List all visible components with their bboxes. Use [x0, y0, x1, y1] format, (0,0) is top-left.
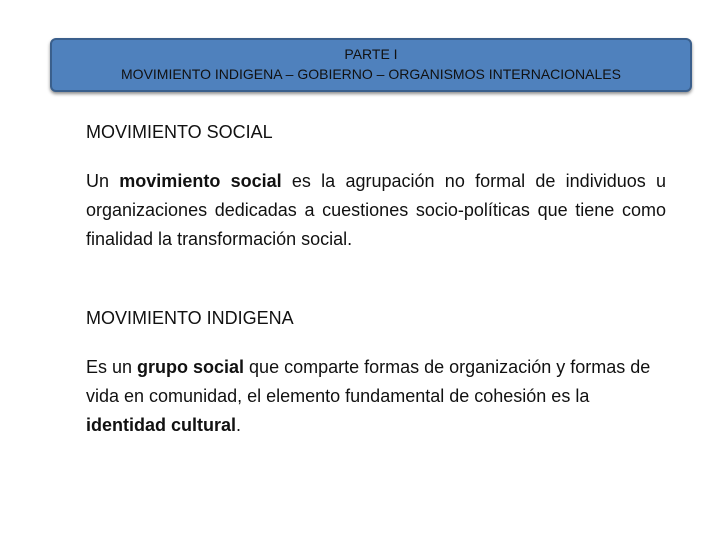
paragraph-social-end: es la agrupación no formal de individuos u organizaciones dedicadas a cuestiones socio-políticas que tiene como finalidad la transformación social. [86, 171, 667, 249]
paragraph-indigena [86, 353, 666, 440]
banner-line-2: MOVIMIENTO INDIGENA – GOBIERNO – ORGANISMOS INTERNACIONALES [121, 66, 621, 82]
banner-line-1: PARTE I [344, 46, 398, 62]
paragraph-indigena-mid: que comparte formas de organización y formas de vida en comunidad, el elemento fundamental de cohesión es la [86, 357, 651, 406]
section-heading-social: MOVIMIENTO SOCIAL [86, 122, 273, 142]
title-banner [50, 38, 692, 92]
section-heading-indigena: MOVIMIENTO INDIGENA [86, 308, 294, 328]
paragraph-indigena-bold-1: grupo social [137, 357, 245, 377]
paragraph-social [86, 167, 666, 254]
paragraph-indigena-end: . [236, 415, 242, 435]
paragraph-indigena-start: Es un [86, 357, 138, 377]
paragraph-social-bold: movimiento social [119, 171, 282, 191]
paragraph-social-start: Un [86, 171, 120, 191]
paragraph-indigena-bold-2: identidad cultural [86, 415, 237, 435]
slide-content [86, 118, 666, 440]
